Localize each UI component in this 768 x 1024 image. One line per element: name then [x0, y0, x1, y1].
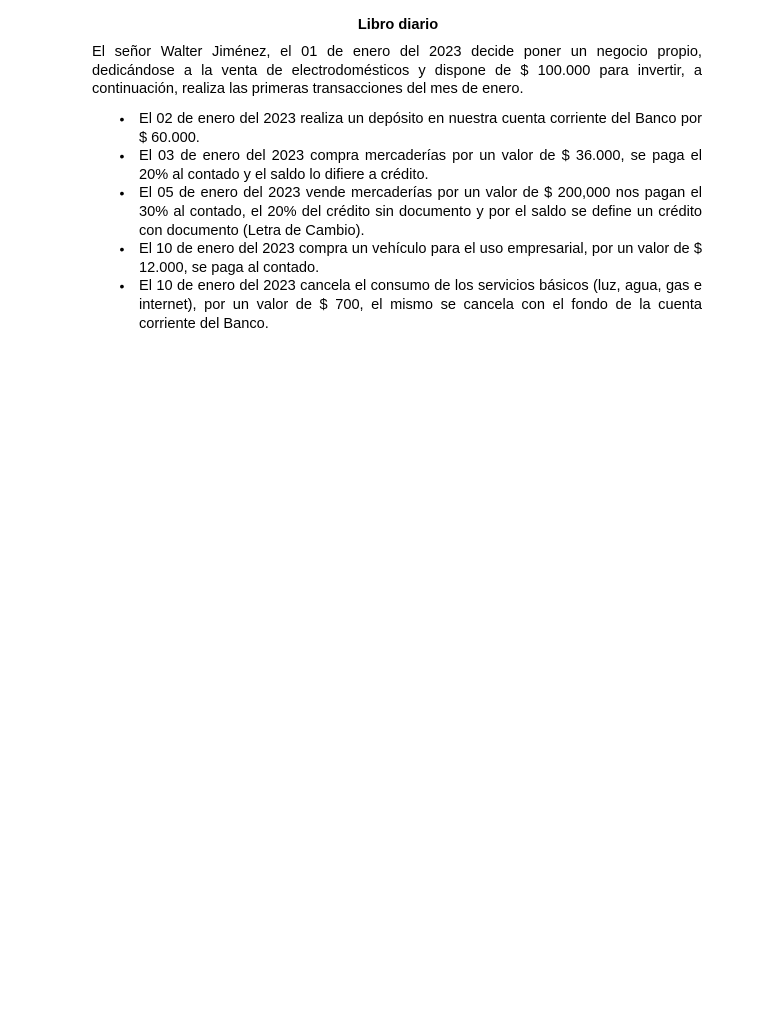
list-item-text: El 10 de enero del 2023 compra un vehículo para el uso empresarial, por un valor de $ 12.000, se paga al contado.: [139, 241, 702, 276]
transaction-list: [92, 110, 702, 333]
bullet-icon: •: [119, 111, 125, 127]
list-item: [92, 277, 702, 333]
page-title: Libro diario: [357, 17, 439, 33]
intro-paragraph: El señor Walter Jiménez, el 01 de enero del 2023 decide poner un negocio propio, dedicándose a la venta de electrodomésticos y dispone de $ 100.000 para invertir, a continuación, realiza las primeras transacciones del mes de enero.: [92, 44, 702, 98]
list-item: [92, 184, 702, 240]
list-item-text: El 05 de enero del 2023 vende mercaderías por un valor de $ 200,000 nos pagan el 30% al contado, el 20% del crédito sin documento y por el saldo se define un crédito con documento (Letra de Cambio).: [139, 185, 702, 239]
list-item: [92, 110, 702, 147]
list-item: [92, 147, 702, 184]
bullet-icon: •: [119, 278, 125, 295]
list-item-text: El 03 de enero del 2023 compra mercaderías por un valor de $ 36.000, se paga el 20% al contado y el saldo lo difiere a crédito.: [139, 148, 702, 183]
list-item-text: El 02 de enero del 2023 realiza un depósito en nuestra cuenta corriente del Banco por $ 60.000.: [139, 111, 702, 146]
list-item-text: El 10 de enero del 2023 cancela el consumo de los servicios básicos (luz, agua, gas e internet), por un valor de $ 700, el mismo se cancela con el fondo de la cuenta corriente del Banco.: [139, 278, 702, 332]
bullet-icon: •: [119, 148, 125, 165]
bullet-icon: •: [119, 185, 125, 202]
bullet-icon: •: [119, 241, 125, 258]
list-item: [92, 240, 702, 277]
